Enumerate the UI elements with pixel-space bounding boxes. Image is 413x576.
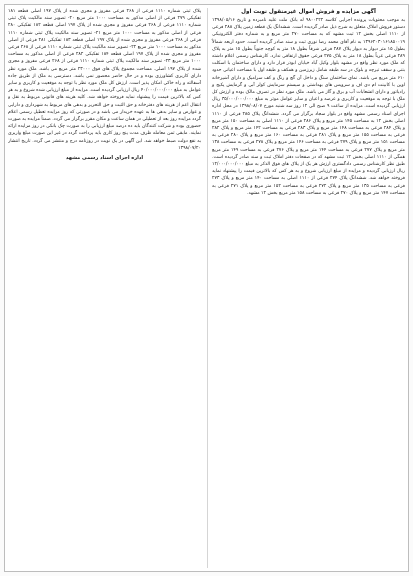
notice-left-text: پلاک ثبتی شماره ۱۱۱۰ فرعی از ۲۶۸ فرعی مفروز و مجزی شده از پلاک ۱۹۷ اصلی قطعه ۱۸۱ تفکیکی ۲۷۹ فرعی از اصلی مذکور به مساحت ۱۰۰۰ متر مربع ۲۰- تصویر سند مالکیت پلاک ثبتی شماره ۱۱۱۰ فرعی از ۲۶۸ فرعی مفروز و مجزی شده از پلاک ۱۹۷ اصلی قطعه ۱۸۲ تفکیکی ۲۸۰ فرعی از اصلی مذکور به مساحت ۱۰۰۰ متر مربع ۲۱- تصویر سند مالکیت پلاک ثبتی شماره ۱۱۱۰ فرعی از ۲۶۸ فرعی مفروز و مجزی شده از پلاک ۱۹۷ اصلی قطعه ۱۸۳ تفکیکی ۲۸۱ فرعی از اصلی مذکور به مساحت ۱۰۰۰ متر مربع ۲۲- تصویر سند مالکیت پلاک ثبتی شماره ۱۱۱۰ فرعی از ۲۶۸ فرعی مفروز و مجزی شده از پلاک ۱۹۷ اصلی قطعه ۱۸۴ تفکیکی ۲۸۲ فرعی از اصلی مذکور به مساحت ۱۰۰۰ متر مربع ۲۳- تصویر سند مالکیت پلاک ثبتی شماره ۱۱۱۰ فرعی از ۲۶۸ فرعی مفروز و مجزی شده از پلاک ۱۹۷ اصلی. مساحت مجموع پلاک های فوق ۲۳۰۰۰ متر مربع می باشد. ملک مورد نظر دارای کاربری کشاورزی بوده و در حال حاضر محصور نمی باشد. دسترسی به ملک از طریق جاده آسفالته و راه خاکی امکان پذیر است. ارزش کل ملک مورد نظر با توجه به موقعیت و کاربری و سایر عوامل به مبلغ ۴۰/۰۰۰/۰۰۰/۰۰۰ ریال ارزیابی گردیده است. مزایده از مبلغ ارزیابی شده شروع و به هر کس که بالاترین قیمت را پیشنهاد نماید فروخته خواهد شد. کلیه هزینه های قانونی مربوط به نقل و انتقال اعم از هزینه های دفترخانه و حق الثبت و حق التحریر و بدهی های مربوط به شهرداری و دارایی و عوارض و سایر بدهی ها به عهده خریدار می باشد و در صورتی که روز مزایده تعطیل رسمی اعلام گردد مزایده روز بعد از تعطیلی در همان ساعت و مکان مقرر برگزار می گردد. ضمناً مزایده به صورت حضوری بوده و شرکت کنندگان باید ده درصد مبلغ ارزیابی را به صورت چک بانکی در روز مزایده ارائه نمایند. مابقی ثمن معامله ظرف مدت پنج روز کاری باید پرداخت گردد در غیر این صورت مبلغ واریزی به نفع دولت ضبط خواهد شد. این آگهی در یک نوبت در روزنامه درج و منتشر می گردد. تاریخ انتشار ۱۳۹۸/۰۷/۲۰ (8, 9, 201, 151)
notice-right-text: به موجب محتویات پرونده اجرایی کلاسه ۹۸۰۰۲۲۲ له بانک ملت علیه نامبرده و تاریخ ۱۳۹۸/۰۵/۱۶ دستور فروش املاک متعلق به شرح ذیل صادر گردیده است. ششدانگ یک قطعه زمین پلاک ۲۸۸ فرعی از ۱۱۱۰ اصلی بخش ۱۲ ثبت مشهد که به مساحت ۲۷۰ متر مربع و به شماره دفتر الکترونیکی ۱۳۹۶۲۰۳۰۱۶۱۸۵۰۰۱۹ به نام آقای محمد رضا نوری ثبت و سند صادر گردیده است. حدود اربعه شمالاً بطول ۱۵ متر دیوار به دیوار پلاک ۲۸۷ فرعی شرقاً بطول ۱۸ متر به کوچه جنوباً بطول ۱۵ متر به پلاک ۲۸۹ فرعی غرباً بطول ۱۸ متر به پلاک ۲۷۵ فرعی حقوق ارتفاقی ندارد. کارشناس رسمی اعلام داشته که ملک مورد نظر واقع در مشهد بلوار وکیل آباد خیابان ابوذر قرار دارد و دارای ساختمان با اسکلت بتنی و سقف تیرچه و بلوک در سه طبقه شامل زیرزمین و همکف و طبقه اول با مساحت اعیانی حدود ۶۱۰ متر مربع می باشد. نمای ساختمان سنگ و داخل آن گچ و رنگ و کف سرامیک و دارای آشپزخانه اوپن با کابینت ام دی اف و سرویس های بهداشتی و سیستم سرمایش کولر آبی و گرمایش پکیج و رادیاتور و دارای انشعابات آب و برق و گاز می باشد. ملک مورد نظر در تصرف مالک بوده و ارزش کل ملک با توجه به موقعیت و کاربری و عرصه و اعیان و سایر عوامل موثر به مبلغ ۳۵/۰۰۰/۰۰۰/۰۰۰ ریال ارزیابی گردیده است. مزایده از ساعت ۹ صبح الی ۱۲ روز سه شنبه مورخ ۱۳۹۸/۰۸/۰۷ در محل اداره اجرای اسناد رسمی مشهد واقع در بلوار سجاد برگزار می گردد. ششدانگ پلاک ۲۸۵ فرعی از ۱۱۱۰ اصلی بخش ۱۲ به مساحت ۱۴۵ متر مربع و پلاک ۲۸۶ فرعی از ۱۱۱۰ اصلی به مساحت ۱۵۰ متر مربع و پلاک ۲۸۴ فرعی به مساحت ۱۴۸ متر مربع و پلاک ۲۸۳ فرعی به مساحت ۱۴۲ متر مربع و پلاک ۲۸۲ فرعی به مساحت ۱۵۵ متر مربع و پلاک ۲۸۱ فرعی به مساحت ۱۶۰ متر مربع و پلاک ۲۸۰ فرعی به مساحت ۱۵۱ متر مربع و پلاک ۲۷۹ فرعی به مساحت ۱۴۶ متر مربع و پلاک ۲۷۸ فرعی به مساحت ۱۳۸ متر مربع و پلاک ۲۷۷ فرعی به مساحت ۱۴۴ متر مربع و پلاک ۲۷۶ فرعی به مساحت ۱۴۹ متر مربع همگی از ۱۱۱۰ اصلی بخش ۱۲ ثبت مشهد که در صفحات دفتر املاک ثبت و سند صادر گردیده است. طبق نظر کارشناس رسمی دادگستری ارزش هر یک از پلاک های فوق الذکر به مبلغ ۱۲/۰۰۰/۰۰۰/۰۰۰ ریال ارزیابی گردیده و مزایده از مبلغ ارزیابی شروع و به هر کس که بالاترین قیمت را پیشنهاد نماید فروخته خواهد شد. ششدانگ پلاک ۲۷۴ فرعی از ۱۱۱۰ اصلی به مساحت ۱۴۰ متر مربع و پلاک ۲۷۳ فرعی به مساحت ۱۳۵ متر مربع و پلاک ۲۷۲ فرعی به مساحت ۱۵۲ متر مربع و پلاک ۲۷۱ فرعی به مساحت ۱۴۷ متر مربع و پلاک ۲۷۰ فرعی به مساحت ۱۵۸ متر مربع بخش ۱۲ مشهد. (212, 18, 405, 196)
notice-left-column (8, 8, 201, 568)
notice-columns (8, 8, 405, 568)
notice-title: آگهی مزایده و فروش اموال غیرمنقول نوبت اول (241, 9, 376, 15)
auction-notice (4, 4, 409, 572)
notice-signature: اداره اجرای اسناد رسمی مشهد (65, 155, 144, 162)
notice-right-column (207, 8, 405, 568)
